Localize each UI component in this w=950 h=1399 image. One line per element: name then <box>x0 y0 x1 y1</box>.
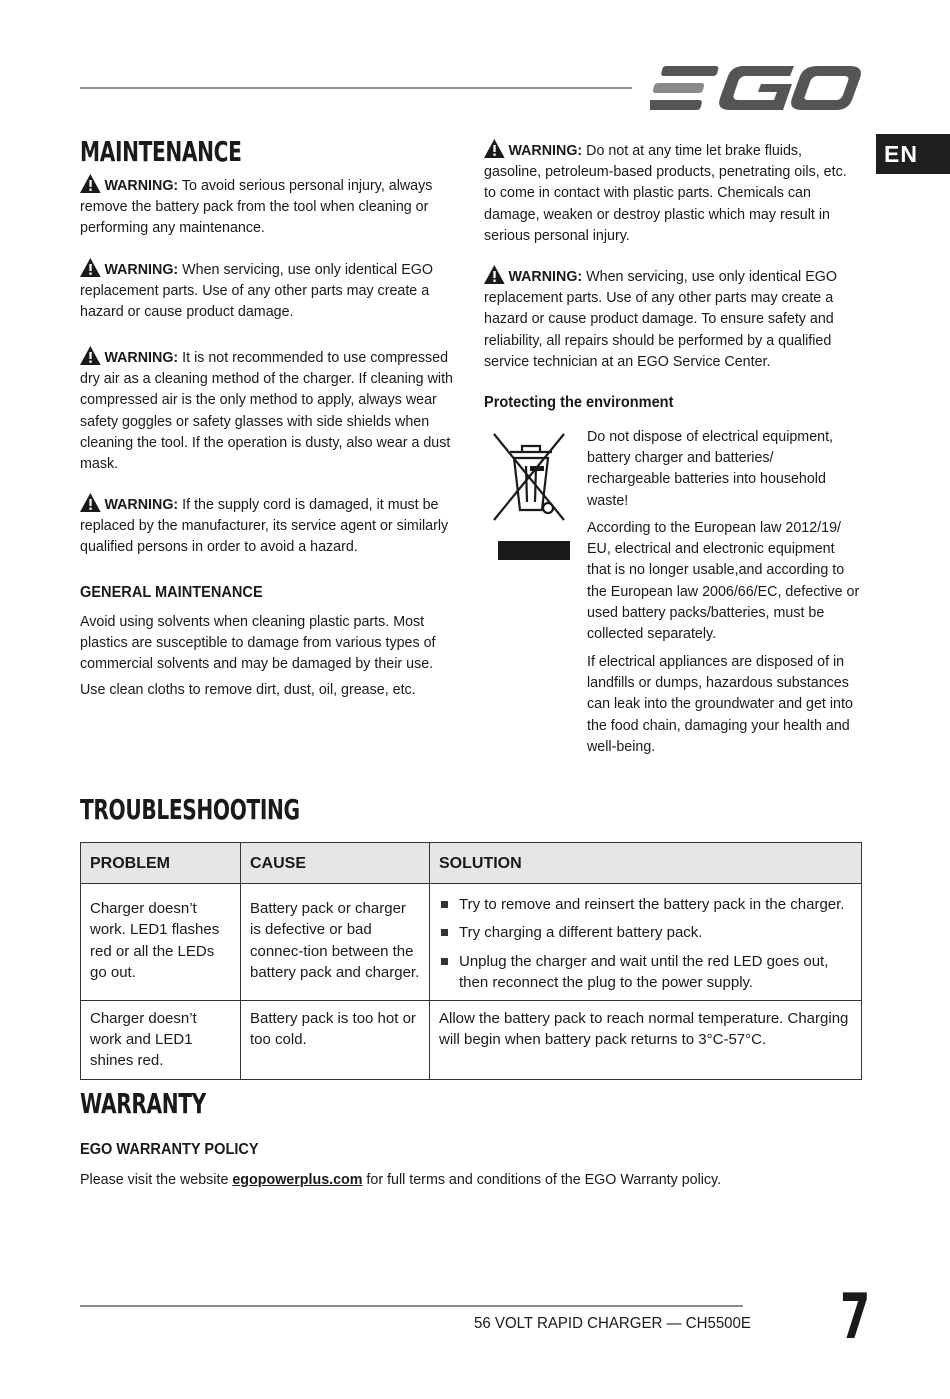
solution-cell <box>430 884 862 1001</box>
warning-block-5 <box>484 139 855 246</box>
warranty-text <box>80 1169 813 1190</box>
language-tab[interactable]: EN <box>876 134 950 174</box>
warning-triangle-icon <box>80 346 101 365</box>
warning-block-1 <box>80 174 451 239</box>
general-maintenance-title: GENERAL MAINTENANCE <box>80 584 263 601</box>
warning-text: To avoid serious personal injury, always remove the battery pack from the tool when cleaning or performing any maintenance. <box>80 177 433 237</box>
column-header-cause: CAUSE <box>241 843 430 884</box>
environment-text-1: Do not dispose of electrical equipment, battery charger and batteries/ rechargeable batteries into household waste! <box>587 428 834 509</box>
environment-text-3: If electrical appliances are disposed of in landfills or dumps, hazardous substances can leak into the groundwater and get into the food chain, damaging your health and well-being. <box>587 653 853 755</box>
warning-text: When servicing, use only identical EGO replacement parts. Use of any other parts may create a hazard or cause product damage. <box>80 261 433 321</box>
warning-label: WARNING: <box>104 349 179 366</box>
crossed-bin-icon <box>490 428 570 560</box>
warning-text: When servicing, use only identical EGO replacement parts. Use of any other parts may create a hazard or cause product damage. To ensure safety and reliability, all repairs should be performed by a qualified service technician at an EGO Service Center. <box>484 268 837 370</box>
warning-label: WARNING: <box>104 261 179 278</box>
warning-block-2 <box>80 258 451 323</box>
troubleshooting-table <box>80 842 862 1080</box>
column-header-problem: PROBLEM <box>81 843 241 884</box>
general-maintenance-text: Avoid using solvents when cleaning plastic parts. Most plastics are susceptible to damage from various types of commercial solvents and may be damaged by their use. <box>80 613 436 673</box>
cause-cell: Battery pack or charger is defective or bad connec-tion between the battery pack and charger. <box>241 884 430 1001</box>
warning-block-6 <box>484 265 855 372</box>
warning-label: WARNING: <box>508 268 583 285</box>
warranty-policy-title: EGO WARRANTY POLICY <box>80 1141 259 1158</box>
cause-cell: Battery pack is too hot or too cold. <box>241 1001 430 1080</box>
troubleshooting-title: TROUBLESHOOTING <box>80 793 300 826</box>
warning-label: WARNING: <box>104 496 179 513</box>
warning-triangle-icon <box>80 493 101 512</box>
table-row <box>81 1001 862 1080</box>
list-item: Try charging a different battery pack. <box>439 922 852 943</box>
warranty-text-before: Please visit the website <box>80 1171 233 1188</box>
warning-block-3 <box>80 346 463 474</box>
general-maintenance-text-2: Use clean cloths to remove dirt, dust, oil, grease, etc. <box>80 681 416 698</box>
warning-triangle-icon <box>80 174 101 193</box>
table-row <box>81 884 862 1001</box>
problem-cell: Charger doesn’t work. LED1 flashes red or all the LEDs go out. <box>81 884 241 1001</box>
warning-text: It is not recommended to use compressed dry air as a cleaning method of the charger. If cleaning with compressed air is the only method to apply, always wear safety goggles or safety glasses with side shields when cleaning the tool. If the operation is dusty, also wear a dust mask. <box>80 349 453 473</box>
list-item: Try to remove and reinsert the battery pack in the charger. <box>439 894 852 915</box>
warranty-text-after: for full terms and conditions of the EGO Warranty policy. <box>362 1171 722 1188</box>
environment-title: Protecting the environment <box>484 394 674 411</box>
maintenance-title: MAINTENANCE <box>80 135 242 168</box>
warning-triangle-icon <box>484 265 505 284</box>
problem-cell: Charger doesn’t work and LED1 shines red. <box>81 1001 241 1080</box>
environment-text-2: According to the European law 2012/19/ EU, electrical and electronic equipment that is no longer usable,and according to the European law 2006/66/EC, defective or used battery packs/batteries, must be collected separately. <box>587 519 860 643</box>
footer-product: 56 VOLT RAPID CHARGER — CH5500E <box>474 1315 751 1332</box>
footer-rule <box>80 1305 743 1307</box>
column-header-solution: SOLUTION <box>430 843 862 884</box>
table-header-row <box>81 843 862 884</box>
warranty-title: WARRANTY <box>80 1087 206 1120</box>
list-item: Unplug the charger and wait until the red LED goes out, then reconnect the plug to the power supply. <box>439 951 852 993</box>
solution-list <box>439 894 852 993</box>
warning-label: WARNING: <box>104 177 179 194</box>
warning-text: Do not at any time let brake fluids, gasoline, petroleum-based products, penetrating oils, etc. to come in contact with plastic parts. Chemicals can damage, weaken or destroy plastic which may result in serious personal injury. <box>484 142 847 244</box>
ego-logo <box>650 62 862 114</box>
warning-triangle-icon <box>484 139 505 158</box>
warning-text: If the supply cord is damaged, it must be replaced by the manufacturer, its service agent or similarly qualified persons in order to avoid a hazard. <box>80 496 449 556</box>
warning-label: WARNING: <box>508 142 583 159</box>
header-rule <box>80 87 632 89</box>
warranty-website-link[interactable]: egopowerplus.com <box>232 1171 363 1188</box>
warning-triangle-icon <box>80 258 101 277</box>
solution-cell: Allow the battery pack to reach normal temperature. Charging will begin when battery pack returns to 3°C-57°C. <box>430 1001 862 1080</box>
page-number: 7 <box>840 1280 871 1353</box>
warning-block-4 <box>80 493 451 558</box>
